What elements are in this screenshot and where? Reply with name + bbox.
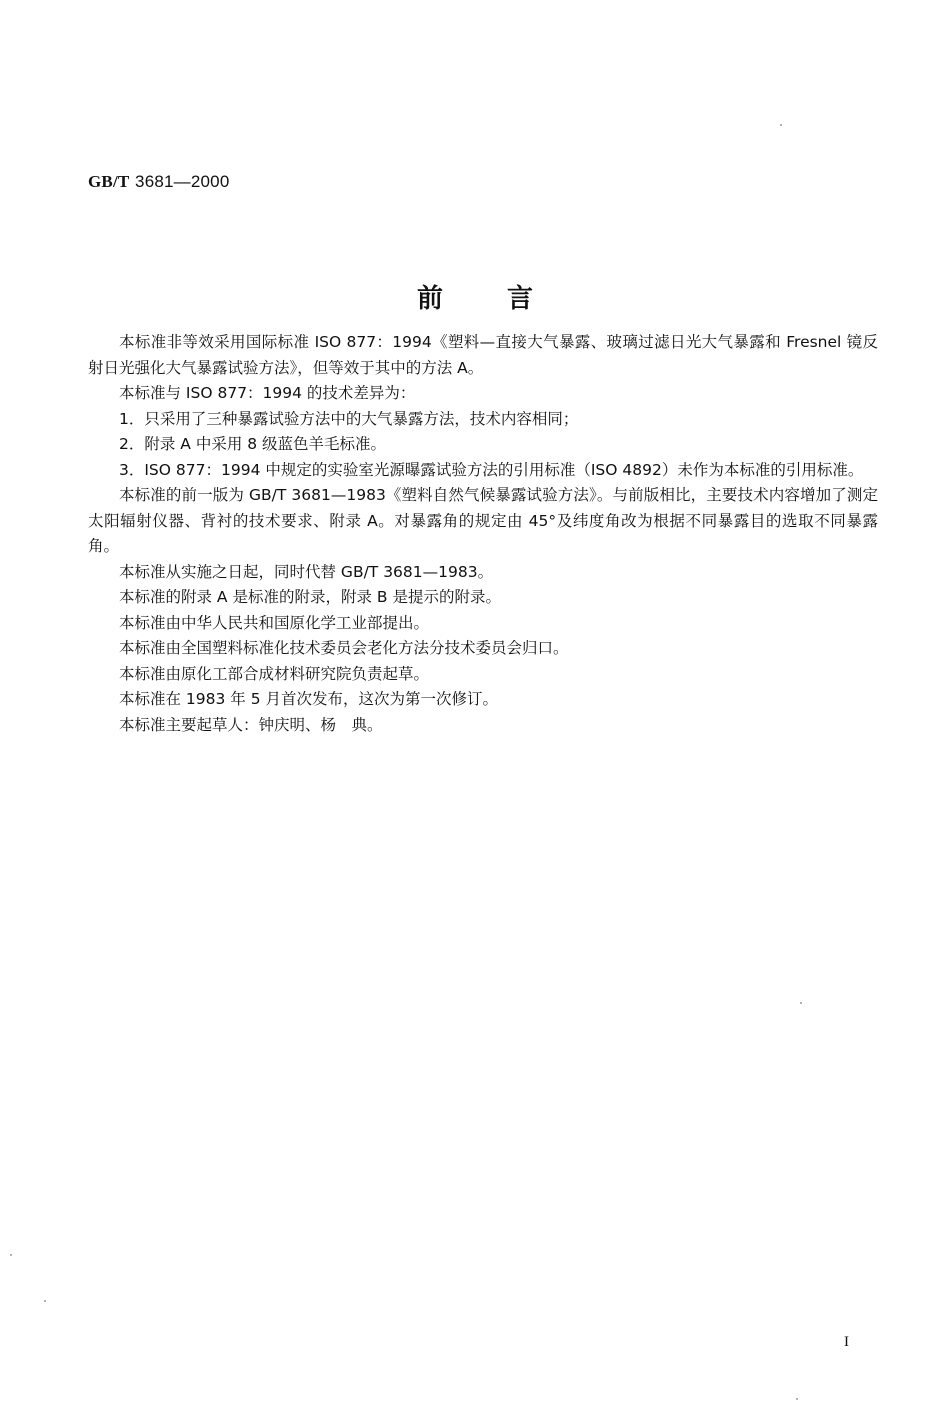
paragraph-adoption: 本标准非等效采用国际标准 ISO 877：1994《塑料—直接大气暴露、玻璃过滤日光大气暴露和 Fresnel 镜反射日光强化大气暴露试验方法》，但等效于其中的方法 A。 [88,333,878,377]
paragraph-differences-intro: 本标准与 ISO 877：1994 的技术差异为： [119,384,416,402]
page-number: I [844,1334,849,1350]
scan-speck [10,1254,12,1256]
paragraph-appendices: 本标准的附录 A 是标准的附录，附录 B 是提示的附录。 [119,588,501,606]
page-title: 前言 [416,284,597,314]
paragraph-replacement: 本标准从实施之日起，同时代替 GB/T 3681—1983。 [119,562,494,581]
paragraph-history: 本标准在 1983 年 5 月首次发布，这次为第一次修订。 [119,690,499,708]
standard-code-header [88,172,229,192]
paragraph-proposer: 本标准由中华人民共和国原化学工业部提出。 [119,613,430,632]
paragraph-drafters: 本标准主要起草人：钟庆明、杨 典。 [119,715,383,734]
list-item-difference-3: 3．ISO 877：1994 中规定的实验室光源曝露试验方法的引用标准（ISO 4892）未作为本标准的引用标准。 [119,460,864,479]
standard-code-number: 3681—2000 [135,172,230,191]
foreword-body [88,330,878,738]
standard-code-prefix: GB/T [88,172,130,191]
scan-speck [44,1300,46,1302]
paragraph-drafting-org: 本标准由原化工部合成材料研究院负责起草。 [119,664,430,683]
scan-speck [796,1398,798,1400]
scan-speck [780,124,782,126]
list-item-difference-2: 2．附录 A 中采用 8 级蓝色羊毛标准。 [119,435,387,453]
scan-speck [800,1002,802,1004]
paragraph-previous-edition: 本标准的前一版为 GB/T 3681—1983《塑料自然气候暴露试验方法》。与前版相比，主要技术内容增加了测定太阳辐射仪器、背衬的技术要求、附录 A。对暴露角的规定由 45°及纬度角改为根据不同暴露目的选取不同暴露角。 [88,486,878,555]
paragraph-committee: 本标准由全国塑料标准化技术委员会老化方法分技术委员会归口。 [119,639,569,657]
list-item-difference-1: 1．只采用了三种暴露试验方法中的大气暴露方法，技术内容相同； [119,409,579,428]
